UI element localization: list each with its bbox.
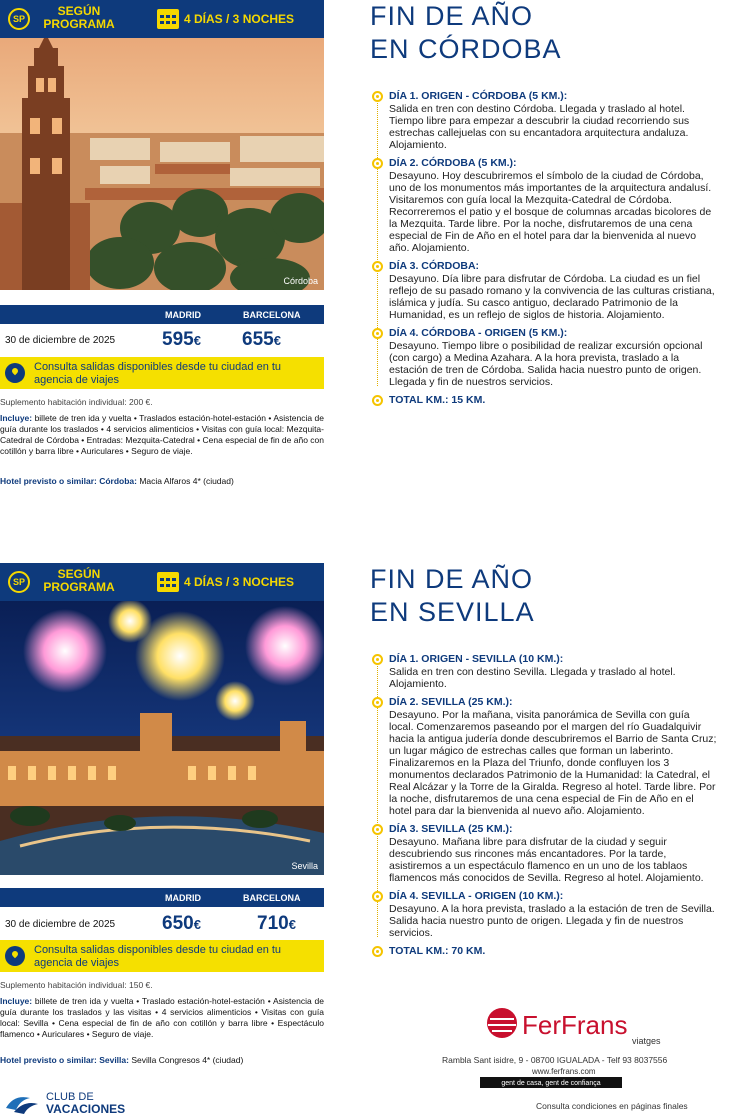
- includes-text: Incluye: billete de tren ida y vuelta • Traslado estación-hotel-estación • Asistencia de guía durante los traslados y las visitas • 4 servicios alimenticios • Visitas con guía local: Sevilla • Cena especial de fin de año con cotillón y barra libre • Espectáculo flamenco • Auriculares • Seguro de viaje.: [0, 996, 324, 1039]
- total-km: TOTAL KM.: 15 KM.: [372, 394, 717, 406]
- itinerary-day: DÍA 1. ORIGEN - SEVILLA (10 KM.): Salida en tren con destino Sevilla. Llegada y traslado al hotel. Alojamiento.: [372, 653, 717, 690]
- agency-sub: viatges: [632, 1036, 661, 1046]
- agency-name: FerFrans: [522, 1010, 628, 1040]
- bullet-icon: [372, 261, 383, 272]
- consult-banner: [0, 940, 324, 972]
- itinerary-day: DÍA 2. CÓRDOBA (5 KM.): Desayuno. Hoy descubriremos el símbolo de la ciudad de Córdoba, uno de los monumentos más importantes de la arquitectura andalusí. Visitaremos con guía local la Mezquita-Catedral de Córdoba. Recorreremos el patio y el bosque de columnas arcadas bicolores de la Mezquita. Tarde libre. Por la noche, disfrutaremos de una cena especial de Fin de Año en el hotel para dar la bienvenida al nuevo año. Alojamiento.: [372, 157, 717, 254]
- bullet-icon: [372, 946, 383, 957]
- hotel-info: Hotel previsto o similar: Córdoba: Macia Alfaros 4* (ciudad): [0, 476, 234, 486]
- cordoba-photo: [0, 38, 324, 290]
- svg-text:CLUB DE: CLUB DE: [46, 1091, 94, 1103]
- departure-date: 30 de diciembre de 2025: [5, 335, 116, 346]
- conditions-note: Consulta condiciones en páginas finales: [536, 1101, 688, 1111]
- supplement-note: Suplemento habitación individual: 200 €.: [0, 397, 153, 407]
- program-label: SEGÚN PROGRAMA: [43, 567, 115, 594]
- itinerary: [372, 653, 717, 957]
- departure-date: 30 de diciembre de 2025: [5, 919, 116, 930]
- itinerary-day: DÍA 3. SEVILLA (25 KM.): Desayuno. Mañana libre para disfrutar de la ciudad y seguir descubriendo sus rincones más encantadores. Por la tarde, asistiremos a un espectáculo flamenco en un uno de los tablaos flamencos más conocidos de Sevilla. Regreso al hotel. Alojamiento.: [372, 823, 717, 884]
- agency-address: Rambla Sant isidre, 9 - 08700 IGUALADA - Telf 93 8037556: [442, 1055, 668, 1065]
- consult-text: Consulta salidas disponibles desde tu ciudad en tu agencia de viajes: [34, 944, 282, 969]
- itinerary-day: DÍA 1. ORIGEN - CÓRDOBA (5 KM.): Salida en tren con destino Córdoba. Llegada y traslado al hotel. Tiempo libre para empezar a descubrir la ciudad recorriendo sus estrechas callejuelas con su encantadora arquitectura andaluza. Alojamiento.: [372, 90, 717, 151]
- price-madrid: 595€: [162, 329, 201, 350]
- barcelona-column: BARCELONA: [243, 310, 301, 320]
- location-pin-icon: [5, 946, 25, 966]
- sp-badge: SP: [8, 8, 30, 30]
- bullet-icon: [372, 328, 383, 339]
- svg-text:VACACIONES: VACACIONES: [46, 1102, 126, 1116]
- bullet-icon: [372, 395, 383, 406]
- club-de-vacaciones-logo: [4, 1088, 164, 1116]
- price-table-header: [0, 305, 324, 324]
- consult-text: Consulta salidas disponibles desde tu ciudad en tu agencia de viajes: [34, 361, 282, 386]
- supplement-note: Suplemento habitación individual: 150 €.: [0, 980, 153, 990]
- duration-label: 4 DÍAS / 3 NOCHES: [184, 12, 295, 26]
- photo-caption: Sevilla: [291, 861, 318, 871]
- photo-caption: Córdoba: [283, 276, 318, 286]
- consult-banner: [0, 357, 324, 389]
- bullet-icon: [372, 91, 383, 102]
- barcelona-column: BARCELONA: [243, 893, 301, 903]
- price-table-header: [0, 888, 324, 907]
- itinerary-day: DÍA 4. SEVILLA - ORIGEN (10 KM.): Desayuno. A la hora prevista, traslado a la estación de tren de Sevilla. Salida hacia nuestro punto de origen. Llegada y fin de nuestros servicios.: [372, 890, 717, 939]
- bullet-icon: [372, 158, 383, 169]
- calendar-icon: [157, 9, 179, 29]
- price-madrid: 650€: [162, 913, 201, 934]
- trip-title: FIN DE AÑO EN SEVILLA: [370, 564, 535, 627]
- total-km: TOTAL KM.: 70 KM.: [372, 945, 717, 957]
- itinerary-day: DÍA 2. SEVILLA (25 KM.): Desayuno. Por la mañana, visita panorámica de Sevilla con guía local. Comenzaremos paseando por el margen del río Guadalquivir hacia la antigua judería donde descubriremos el Barrio de Santa Cruz; un lugar mágico de estrechas calles que forman un laberinto. Finalizaremos en la Plaza del Triunfo, donde confluyen los 3 monumentos declarados Patrimonio de la Humanidad: la Catedral, el Real Alcázar y la Torre de la Giralda. Regreso al hotel. Tarde libre. Por la noche, disfrutaremos de una cena especial de Fin de Año en el hotel para dar la bienvenida al nuevo año. Alojamiento.: [372, 696, 717, 817]
- agency-web: www.ferfrans.com: [532, 1067, 596, 1076]
- itinerary-day: DÍA 4. CÓRDOBA - ORIGEN (5 KM.): Desayuno. Tiempo libre o posibilidad de realizar excursión opcional (con cargo) a Medina Azahara. A la hora prevista, traslado a la estación de tren de Córdoba. Salida hacia nuestro punto de origen. Llegada y fin de nuestros servicios.: [372, 327, 717, 388]
- sp-badge: SP: [8, 571, 30, 593]
- sevilla-photo: [0, 601, 324, 875]
- madrid-column: MADRID: [165, 893, 201, 903]
- bullet-icon: [372, 697, 383, 708]
- duration-label: 4 DÍAS / 3 NOCHES: [184, 575, 295, 589]
- program-label: SEGÚN PROGRAMA: [43, 4, 115, 31]
- agency-motto: gent de casa, gent de confiança: [501, 1080, 601, 1087]
- includes-text: Incluye: billete de tren ida y vuelta • Traslados estación-hotel-estación • Asistencia de guía durante los traslados • 4 servicios alimenticios • Visitas con guía local: Mezquita-Catedral de Córdoba • Entradas: Mezquita-Catedral • Cena especial de fin de año con cotillón y barra libre • Auriculares • Seguro de viaje.: [0, 413, 324, 456]
- calendar-icon: [157, 572, 179, 592]
- bullet-icon: [372, 824, 383, 835]
- price-barcelona: 710€: [257, 913, 296, 934]
- itinerary-day: DÍA 3. CÓRDOBA: Desayuno. Día libre para disfrutar de Córdoba. La ciudad es un fiel reflejo de su pasado romano y la convivencia de las culturas cristiana, islámica y judía. Su casco antiguo, declarado Patrimonio de la Humanidad, es un reflejo de siglos de historia. Alojamiento.: [372, 260, 717, 321]
- bullet-icon: [372, 654, 383, 665]
- trip-title: FIN DE AÑO EN CÓRDOBA: [370, 1, 562, 64]
- trip-header: [0, 0, 324, 38]
- ferfrans-agency-block: [440, 1005, 710, 1090]
- price-barcelona: 655€: [242, 329, 281, 350]
- trip-header: [0, 563, 324, 601]
- madrid-column: MADRID: [165, 310, 201, 320]
- hotel-info: Hotel previsto o similar: Sevilla: Sevilla Congresos 4* (ciudad): [0, 1055, 244, 1065]
- bullet-icon: [372, 891, 383, 902]
- location-pin-icon: [5, 363, 25, 383]
- itinerary: [372, 90, 717, 406]
